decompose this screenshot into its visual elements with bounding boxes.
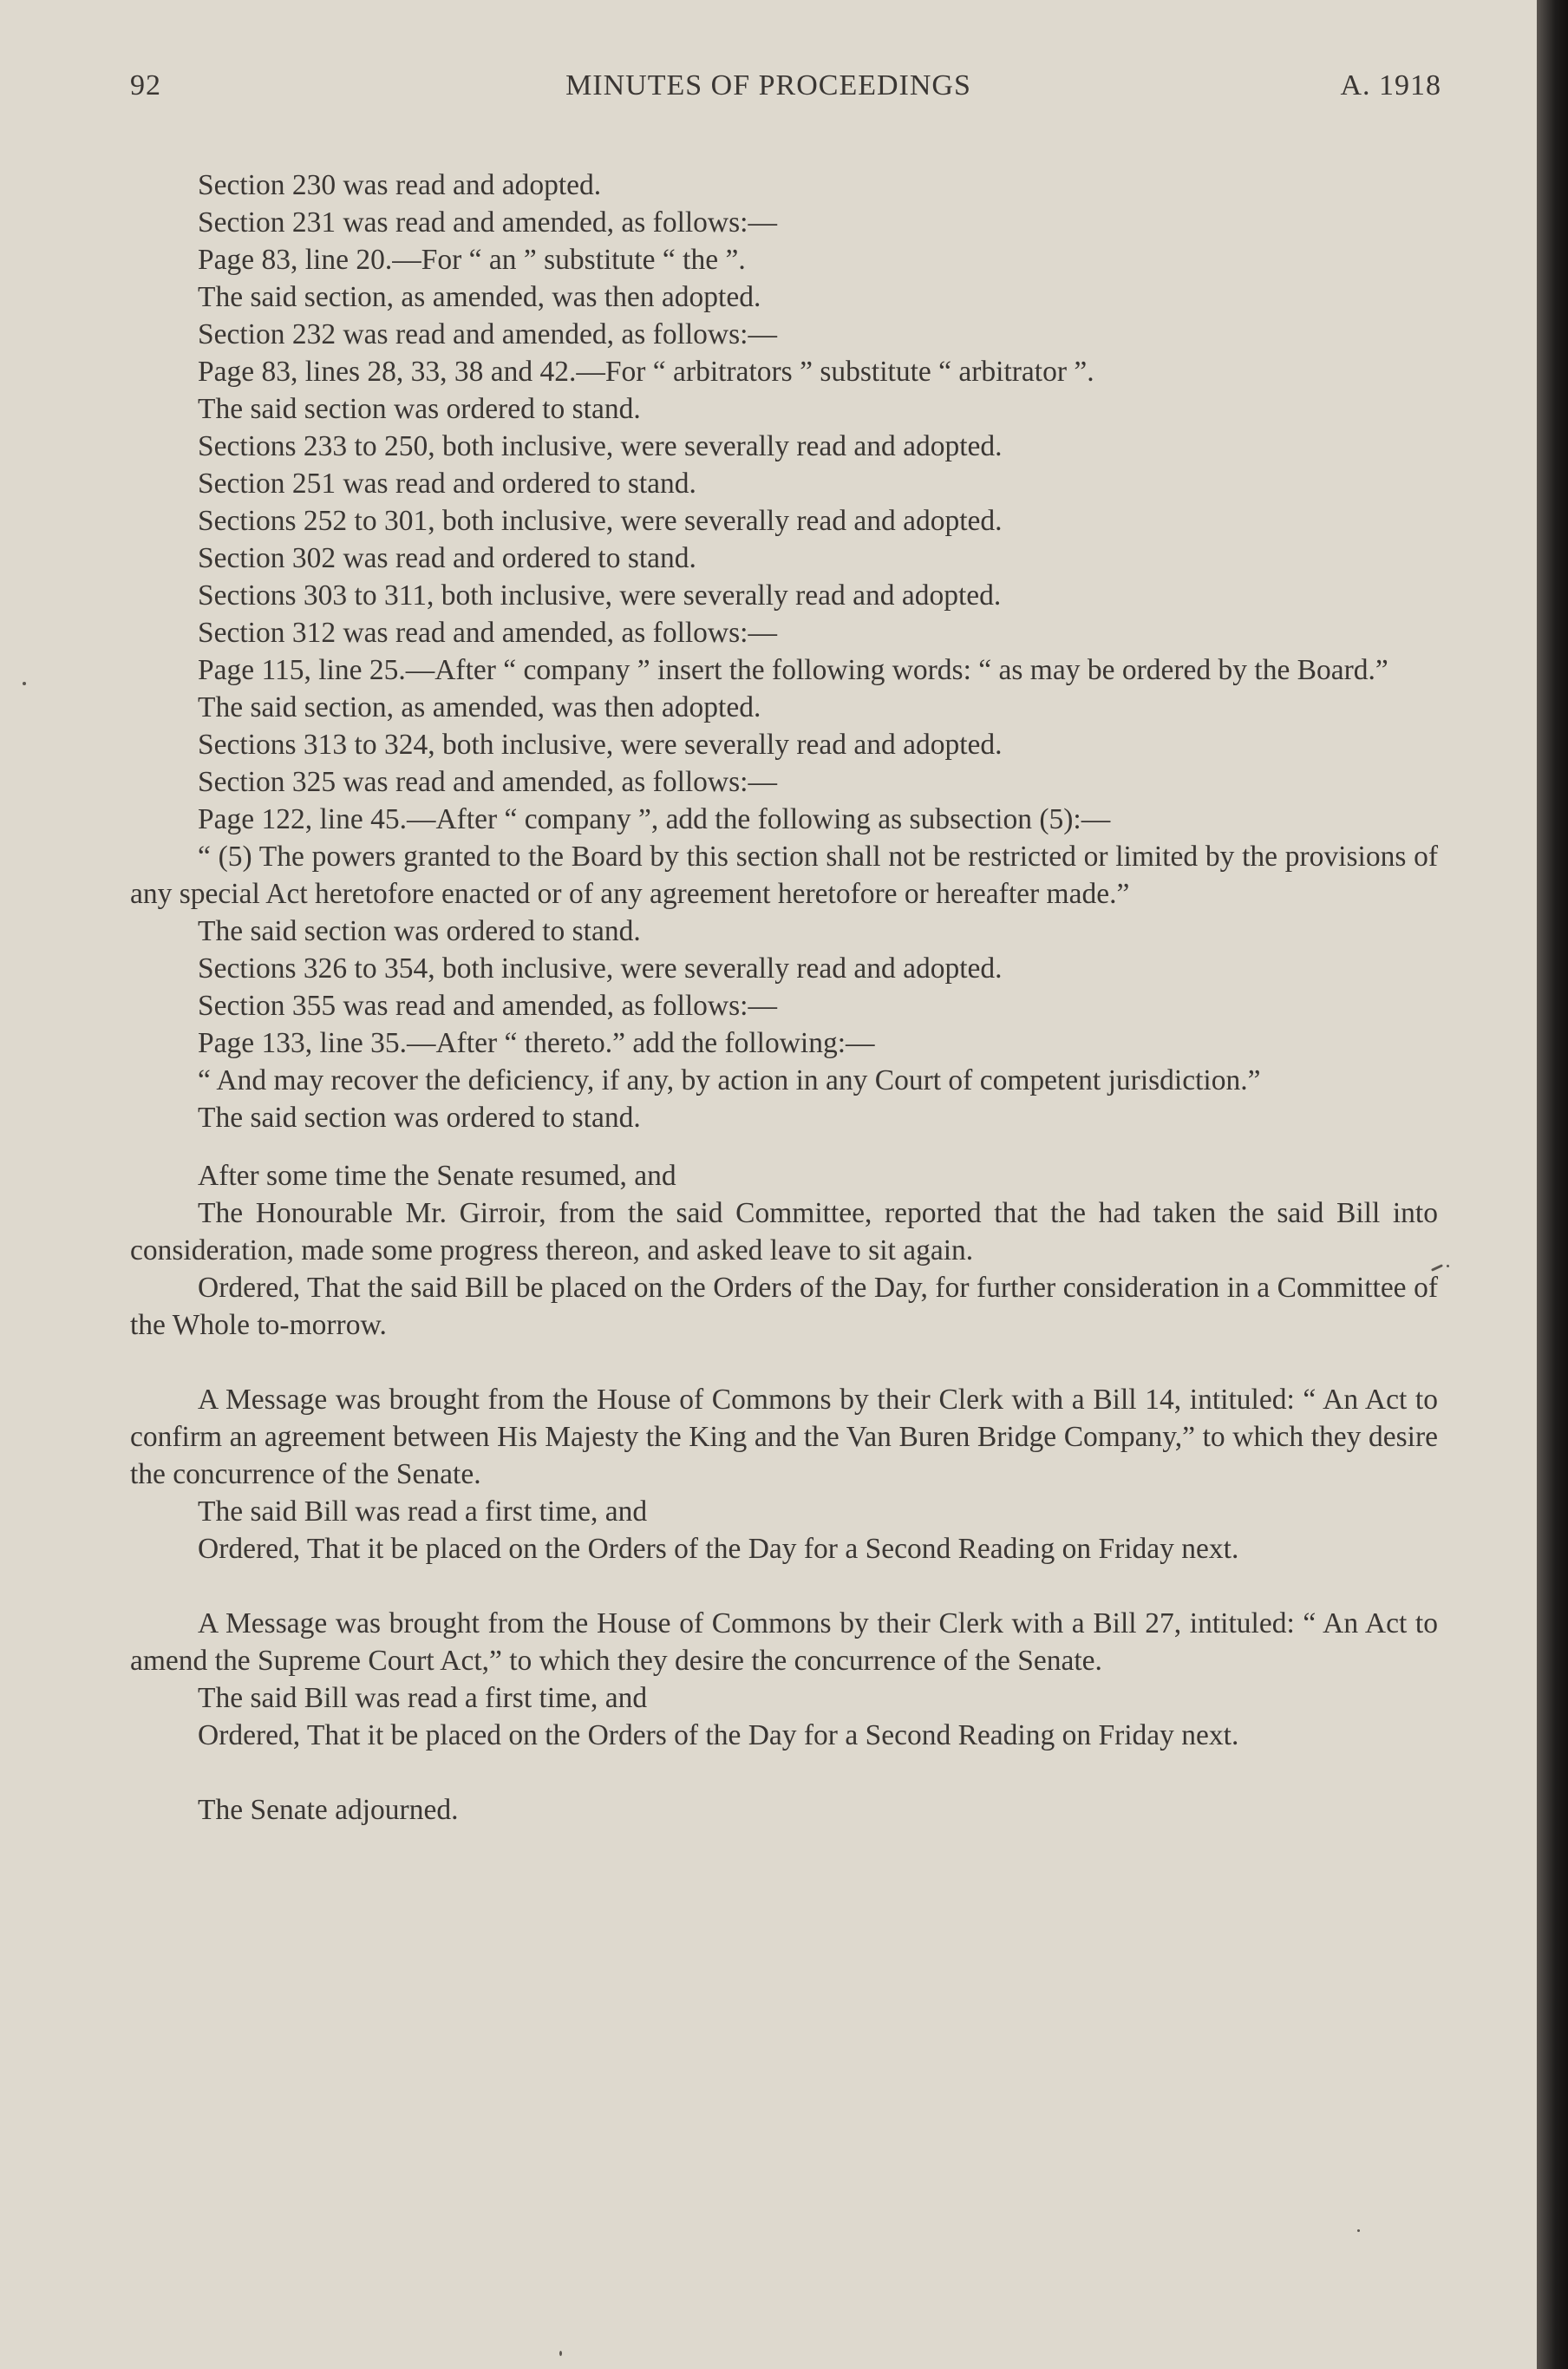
- paragraph: Section 302 was read and ordered to stand.: [198, 542, 696, 574]
- paragraph: Section 251 was read and ordered to stand.: [198, 468, 696, 500]
- paper-speck: [559, 2351, 562, 2356]
- paragraph: Page 83, line 20.—For “ an ” substitute “ the ”.: [198, 244, 746, 276]
- paragraph: Sections 303 to 311, both inclusive, were severally read and adopted.: [198, 579, 1002, 612]
- paragraph: Sections 252 to 301, both inclusive, were severally read and adopted.: [198, 505, 1003, 537]
- paper-speck: [23, 682, 26, 685]
- page-edge: [1537, 0, 1568, 2369]
- paragraph: Section 355 was read and amended, as follows:—: [198, 990, 777, 1022]
- paragraph: The Honourable Mr. Girroir, from the said Committee, reported that the had taken the said Bill into consideration, made some progress thereon, and asked leave to sit again.: [130, 1197, 1438, 1266]
- paragraph: The said section, as amended, was then adopted.: [198, 691, 761, 723]
- paragraph: Page 83, lines 28, 33, 38 and 42.—For “ arbitrators ” substitute “ arbitrator ”.: [198, 356, 1094, 388]
- paragraph: “ And may recover the deficiency, if any, by action in any Court of competent jurisdiction.”: [198, 1064, 1261, 1096]
- paragraph: “ (5) The powers granted to the Board by this section shall not be restricted or limited by the provisions of any special Act heretofore enacted or of any agreement heretofore or hereafter made.”: [130, 841, 1438, 910]
- body-text: [130, 167, 1438, 1829]
- paragraph: A Message was brought from the House of Commons by their Clerk with a Bill 27, intituled: “ An Act to amend the Supreme Court Act,” to which they desire the concurrence of the Senate.: [130, 1607, 1438, 1677]
- paragraph: Page 133, line 35.—After “ thereto.” add the following:—: [198, 1027, 875, 1059]
- paragraph: Section 230 was read and adopted.: [198, 169, 602, 201]
- paragraph: The said section was ordered to stand.: [198, 1102, 641, 1134]
- paragraph: Section 232 was read and amended, as follows:—: [198, 318, 777, 350]
- paragraph: Section 325 was read and amended, as follows:—: [198, 766, 777, 798]
- paragraph: The said section was ordered to stand.: [198, 915, 641, 947]
- paragraph: Ordered, That it be placed on the Orders of the Day for a Second Reading on Friday next.: [198, 1719, 1239, 1751]
- paragraph: After some time the Senate resumed, and: [198, 1160, 676, 1192]
- paragraph: The said Bill was read a first time, and: [198, 1682, 648, 1714]
- paragraph: Section 231 was read and amended, as follows:—: [198, 206, 777, 239]
- paragraph: The Senate adjourned.: [198, 1794, 459, 1826]
- paragraph: The said section was ordered to stand.: [198, 393, 641, 425]
- paragraph: The said Bill was read a first time, and: [198, 1495, 648, 1528]
- running-head: [0, 69, 1537, 118]
- paragraph: Page 122, line 45.—After “ company ”, add the following as subsection (5):—: [198, 803, 1111, 835]
- paragraph: The said section, as amended, was then adopted.: [198, 281, 761, 313]
- paper-speck: [1447, 1265, 1449, 1267]
- page-number: 92: [130, 69, 161, 101]
- paragraph: Ordered, That it be placed on the Orders of the Day for a Second Reading on Friday next.: [198, 1533, 1239, 1565]
- session-year: A. 1918: [1340, 69, 1441, 101]
- paragraph: Ordered, That the said Bill be placed on the Orders of the Day, for further consideration in a Committee of the Whole to-morrow.: [130, 1272, 1438, 1341]
- paragraph: Section 312 was read and amended, as follows:—: [198, 617, 777, 649]
- paragraph: Sections 233 to 250, both inclusive, were severally read and adopted.: [198, 430, 1003, 462]
- paragraph: Page 115, line 25.—After “ company ” insert the following words: “ as may be ordered by the Board.”: [198, 654, 1388, 686]
- paragraph: A Message was brought from the House of Commons by their Clerk with a Bill 14, intituled: “ An Act to confirm an agreement between His Majesty the King and the Van Buren Bridge Company,” to which they desire the concurrence of the Senate.: [130, 1384, 1438, 1490]
- paragraph: Sections 313 to 324, both inclusive, were severally read and adopted.: [198, 729, 1003, 761]
- paragraph: Sections 326 to 354, both inclusive, were severally read and adopted.: [198, 952, 1003, 985]
- page-title: MINUTES OF PROCEEDINGS: [565, 69, 971, 101]
- paper-speck: [1357, 2229, 1360, 2232]
